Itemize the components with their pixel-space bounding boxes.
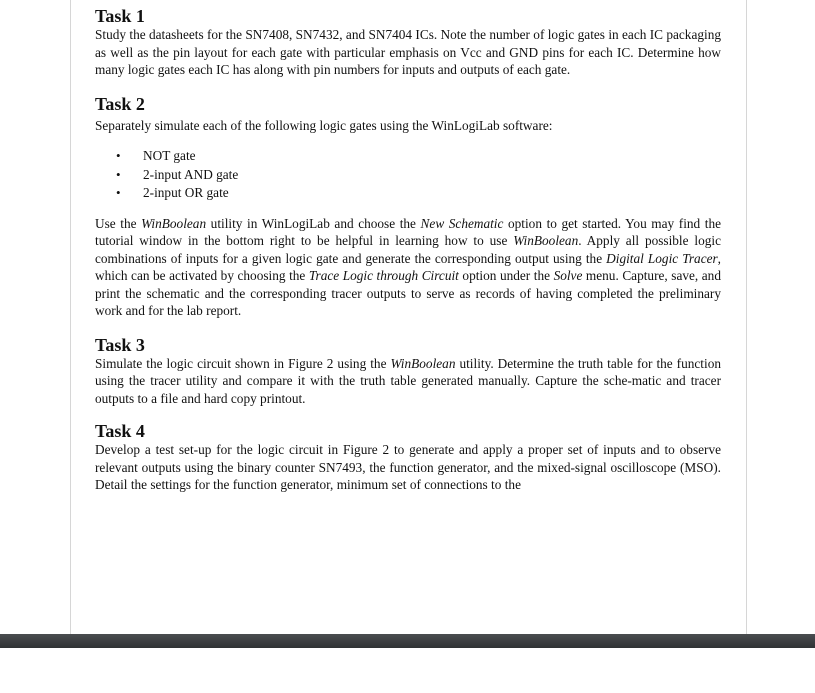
task-1-heading: Task 1 xyxy=(95,6,145,26)
bullet-icon: • xyxy=(116,166,121,182)
viewer-footer-area xyxy=(0,648,815,693)
bullet-icon: • xyxy=(116,148,121,163)
task-3-section xyxy=(95,335,721,408)
task-2-body: Use the WinBoolean utility in WinLogiLab and choose the New Schematic option to get started. You may find the tutorial window in the bottom right to be helpful in learning how to use WinBoolean. Apply all possible logic combinations of inputs for a given logic gate and generate the corresponding output using the Digital Logic Tracer, which can be activated by choosing the Trace Logic through Circuit option under the Solve menu. Capture, save, and print the schematic and the corresponding tracer outputs to serve as records of having completed the preliminary work and for the lab report. xyxy=(95,215,722,318)
list-item xyxy=(116,184,721,203)
task-4-body: Develop a test set-up for the logic circuit in Figure 2 to generate and apply a proper set of inputs and to observe relevant outputs using the binary counter SN7493, the function generator, and the mixed-signal oscilloscope (MSO). Detail the settings for the function generator, minimum set of connections to the xyxy=(95,442,721,492)
task-3-heading: Task 3 xyxy=(95,334,145,355)
task-4-section xyxy=(95,421,721,494)
list-item xyxy=(116,147,721,166)
list-item xyxy=(116,166,721,185)
task-1-section xyxy=(95,6,721,79)
task-2-intro: Separately simulate each of the following logic gates using the WinLogiLab software: xyxy=(95,117,553,133)
task-1-body: Study the datasheets for the SN7408, SN7432, and SN7404 ICs. Note the number of logic gates in each IC packaging as well as the pin layout for each gate with particular emphasis on Vcc and GND pins for each IC. Determine how many logic gates each IC has along with pin numbers for inputs and outputs of each gate. xyxy=(95,27,721,77)
list-item-label: 2-input OR gate xyxy=(143,185,229,200)
page-left-edge xyxy=(70,0,71,634)
task-2-section xyxy=(95,94,721,320)
list-item-label: NOT gate xyxy=(143,148,196,163)
bullet-icon: • xyxy=(116,185,121,200)
task-4-heading: Task 4 xyxy=(95,421,145,441)
page-right-edge xyxy=(746,0,747,634)
task-2-gate-list xyxy=(95,147,721,203)
document-page xyxy=(95,6,721,494)
list-item-label: 2-input AND gate xyxy=(143,166,239,182)
task-3-body: Simulate the logic circuit shown in Figure 2 using the WinBoolean utility. Determine the truth table for the function using the tracer utility and compare it with the truth table generated manually. Capture the sche-matic and tracer outputs to a file and hard copy printout. xyxy=(95,355,721,406)
task-2-heading: Task 2 xyxy=(95,93,145,114)
viewer-bottom-bar xyxy=(0,634,815,648)
